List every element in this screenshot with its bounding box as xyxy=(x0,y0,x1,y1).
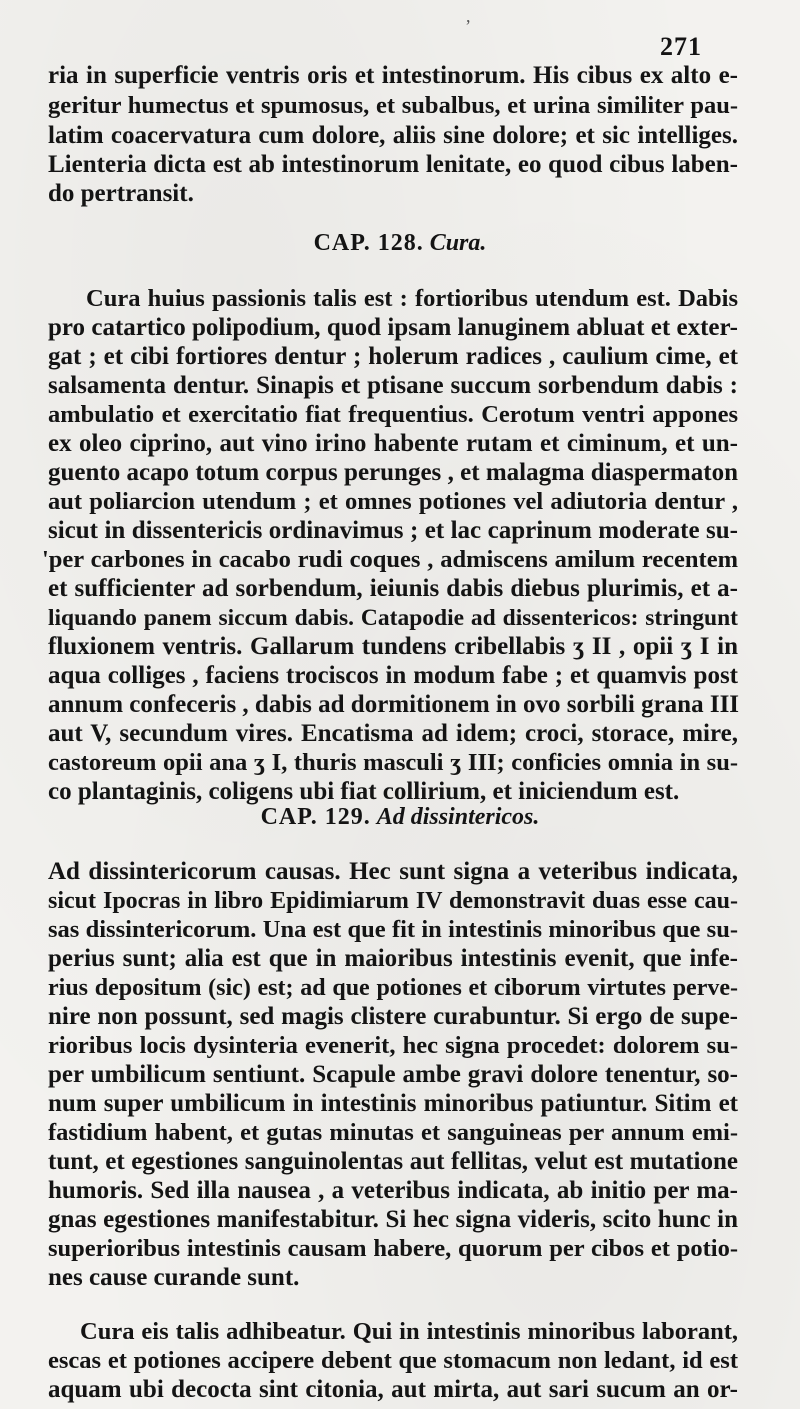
text-line: num super umbilicum in intestinis minoribus patiuntur. Sitim et xyxy=(48,1090,738,1117)
text-line: per umbilicum sentiunt. Scapule ambe gravi dolore tenentur, so- xyxy=(48,1061,738,1088)
text-line: nes cause curande sunt. xyxy=(48,1264,300,1291)
text-line: tunt, et egestiones sanguinolentas aut fellitas, velut est mutatione xyxy=(48,1148,738,1175)
text-line: pro catartico polipodium, quod ipsam lanuginem abluat et exter- xyxy=(48,314,738,341)
text-line: aut V, secundum vires. Encatisma ad idem; croci, storace, mire, xyxy=(48,720,738,747)
text-line: ex oleo ciprino, aut vino irino habente rutam et ciminum, et un- xyxy=(48,430,738,457)
text-line: fastidium habent, et gutas minutas et sanguineas per annum emi- xyxy=(48,1119,738,1146)
text-line: co plantaginis, coligens ubi fiat collirium, et iniciendum est. xyxy=(48,778,680,805)
text-line: gnas egestiones manifestabitur. Si hec signa videris, scito hunc in xyxy=(48,1206,738,1233)
text-line: rius depositum (sic) est; ad que potiones et ciborum virtutes perve- xyxy=(48,975,738,1001)
text-line: aquam ubi decocta sint citonia, aut mirta, aut sari sucum an or- xyxy=(48,1376,738,1403)
text-line: perius sunt; alia est que in maioribus intestinis evenit, que infe- xyxy=(48,945,738,972)
text-line: Ad dissintericorum causas. Hec sunt signa a veteribus indicata, xyxy=(48,858,738,885)
text-line: sas dissintericorum. Una est que fit in intestinis minoribus que su- xyxy=(48,916,738,943)
chapter-number: CAP. 129. xyxy=(260,804,371,830)
text-line: aqua colliges , faciens trociscos in modum fabe ; et quamvis post xyxy=(48,662,738,689)
text-line: annum confeceris , dabis ad dormitionem in ovo sorbili grana III xyxy=(48,691,740,718)
text-line: latim coacervatura cum dolore, aliis sine dolore; et sic intelliges. xyxy=(48,122,738,149)
chapter-heading xyxy=(0,229,800,257)
text-line: humoris. Sed illa nausea , a veteribus indicata, ab initio per ma- xyxy=(48,1177,738,1204)
page-number: 271 xyxy=(660,32,702,61)
text-line: salsamenta dentur. Sinapis et ptisane succum sorbendum dabis : xyxy=(48,372,738,399)
text-line: Cura eis talis adhibeatur. Qui in intestinis minoribus laborant, xyxy=(80,1318,738,1345)
text-line: gat ; et cibi fortiores dentur ; holerum radices , caulium cime, et xyxy=(48,343,738,370)
text-line: do pertransit. xyxy=(48,180,194,207)
text-line: sicut in dissentericis ordinavimus ; et lac caprinum moderate su- xyxy=(48,517,738,544)
text-line: 'per carbones in cacabo rudi coques , admiscens amilum recentem xyxy=(42,546,738,573)
text-line: guento acapo totum corpus perunges , et malagma diaspermaton xyxy=(48,459,738,486)
chapter-title: Ad dissintericos. xyxy=(376,804,540,830)
text-line: fluxionem ventris. Gallarum tundens cribellabis ʒ II , opii ʒ I in xyxy=(48,633,738,660)
margin-mark: , xyxy=(466,6,471,26)
text-line: rioribus locis dysinteria evenerit, hec signa procedet: dolorem su- xyxy=(48,1032,738,1059)
text-line: geritur humectus et spumosus, et subalbus, et urina similiter pau- xyxy=(48,92,738,119)
chapter-title: Cura. xyxy=(429,230,487,256)
text-line: castoreum opii ana ʒ I, thuris masculi ʒ III; conficies omnia in su- xyxy=(48,749,738,776)
text-line: superioribus intestinis causam habere, quorum per cibos et potio- xyxy=(48,1235,738,1262)
text-line: liquando panem siccum dabis. Catapodie ad dissentericos: stringunt xyxy=(48,605,738,631)
text-line: Cura huius passionis talis est : fortioribus utendum est. Dabis xyxy=(86,285,738,312)
text-line: ambulatio et exercitatio fiat frequentius. Cerotum ventri appones xyxy=(48,401,738,428)
chapter-number: CAP. 128. xyxy=(313,230,424,256)
text-line: et sufficienter ad sorbendum, ieiunis dabis diebus plurimis, et a- xyxy=(48,575,738,602)
chapter-heading xyxy=(0,803,800,831)
text-line: nire non possunt, sed magis clistere curabuntur. Si ergo de supe- xyxy=(48,1003,738,1030)
text-line: sicut Ipocras in libro Epidimiarum IV demonstravit duas esse cau- xyxy=(48,888,738,914)
text-line: Lienteria dicta est ab intestinorum lenitate, eo quod cibus laben- xyxy=(48,151,738,178)
text-line: escas et potiones accipere debent que stomacum non ledant, id est xyxy=(48,1347,738,1374)
text-line: ria in superficie ventris oris et intestinorum. His cibus ex alto e- xyxy=(48,62,738,89)
text-line: aut poliarcion utendum ; et omnes potiones vel adiutoria dentur , xyxy=(48,488,738,515)
